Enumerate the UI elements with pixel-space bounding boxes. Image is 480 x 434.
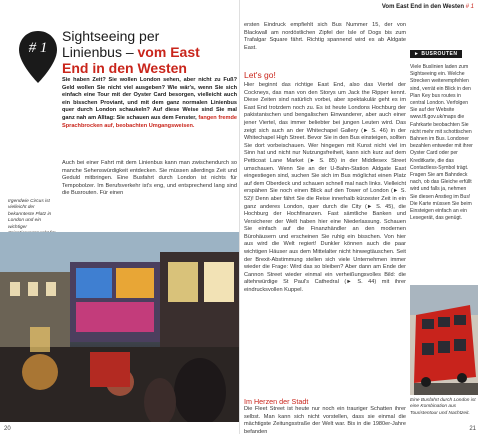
section-heading-city-center: Im Herzen der Stadt xyxy=(244,397,309,406)
running-head-title: Vom East End in den Westen xyxy=(381,4,464,10)
page-number-left: 20 xyxy=(4,426,11,432)
tip-text: Viele Buslinien laden zum Sightseeing ein. Welche Strecken weiterempfehlen sind, verrät ein Blick in den Plan Key bus routes in central London. Verfolgen Sie auf der Website www.tfl.gov.uk/maps die Fahrkarte beobachten Sie nicht mehr mit schottischen Bahnen im Bus. Londoner bezahlen entweder mit ihrer Oyster Card oder per Kreditkarte, die das Contactless-Symbol trägt. Fragen Sie am Bahndeck nach, ob das Gleiche erfüllt wird und falls ja, nehmen Sie diesen Anstieg im Bus! Die Karte müssen Sie beim Einsteigen einfach an ein Lesegerät, das genügt. xyxy=(410,64,473,222)
body-text-right-top: ersten Eindruck empfiehlt sich Bus Nummer 15, der von Blackwall am nordöstlichen Zipfel der Isle of Dogs bis zum Trafalgar Square fährt. Richtig spannend wird es ab Aldgate East. xyxy=(244,22,406,51)
running-head-number: # 1 xyxy=(465,4,474,10)
title-line-1: Sightseeing per xyxy=(62,28,160,44)
intro-route-text: fangen fremde Sprachbrocken auf, beobachten Umgangsweisen. xyxy=(62,114,237,129)
body-text-right-bottom: Die Fleet Street ist heute nur noch ein trauriger Schatten ihrer selbst. Man kann sich nicht vorstellen, dass sie einmal die mächtigste Zeitungsstraße der Welt war. Bis in die 1980er-Jahre befanden xyxy=(244,406,406,434)
bus-illustration xyxy=(410,285,478,395)
red-bus-photo xyxy=(410,285,478,395)
body-text-left: Auch bei einer Fahrt mit dem Linienbus kann man zwischendurch so manche Sehenswürdigkeit entdecken. Sie müssen allerdings Zeit und Geduld mitbringen. Eine Busfahrt durch London ist nichts für Tempobolzer. Im Berufsverkehr ist's eng, und entsprechend lang sind die Busrouten. Für einen xyxy=(62,160,237,197)
page-number-right: 21 xyxy=(469,426,476,432)
intro-paragraph xyxy=(62,77,237,130)
section-heading-lets-go: Let's go! xyxy=(244,70,276,80)
running-head xyxy=(382,4,474,10)
tip-box-bus-routes xyxy=(410,42,474,222)
title-line-2 xyxy=(62,44,237,60)
bus-photo-caption: Eine Busfahrt durch London ist eine Kombination aus Touristentour und Nachtzeit. xyxy=(410,398,476,416)
title-line-2-plain: Linienbus – xyxy=(62,44,138,60)
map-pin-icon xyxy=(18,30,58,84)
piccadilly-circus-photo xyxy=(0,232,240,422)
tip-tag: ► BUSROUTEN xyxy=(410,50,462,58)
right-page xyxy=(240,0,480,434)
intro-text: Sie haben Zeit? Sie wollen London sehen, aber nicht zu Fuß? Geld wollen Sie nicht viel ausgeben? Wie wär's, wenn Sie sich einfach eine Tour mit der Oyster Card besorgen, vielleicht auch ein bisschen Proviant, und mit dem ganz normalen Linienbus quer durch London schaukeln? Auf diese Weise sind Sie mal ganz nah am Alltag: Sie schauen aus dem Fenster, xyxy=(62,77,237,121)
photo-caption-left: Irgendwie Circus ist vielleicht der bekannteste Platz in London und ein wichtiger xyxy=(8,199,52,230)
chapter-title xyxy=(62,28,237,76)
title-line-2-highlight: vom East xyxy=(137,44,200,60)
photo-illustration xyxy=(0,232,240,422)
badge-number: # 1 xyxy=(28,40,48,56)
tour-number-badge xyxy=(18,30,58,84)
title-line-3: End in den Westen xyxy=(62,60,187,76)
body-text-right-main: Hier beginnt das richtige East End, also das Viertel der Cockneys, das man von den Storys um Jack the Ripper kennt. Diese Zeiten sind natürlich vorbei, aber spektakulär geht es im East End trotzdem noch zu. Es ist heute Londons Hochburg der pakistanischen und bengalischen Einwanderer, aber auch einer jener Viertel, das immer beliebter bei jungen Leuten wird. Das zeigt sich auch an der Whitechapel Gallery (► S. 46) in der Whitechapel High Street. Bevor Sie in den Bus einsteigen, sollten Sie dort vorbeischauen. Wer hingegen mit Kunst nicht viel im Sinn hat und nicht nur Nutzungsfreiheit, kann sich kurz auf dem Petticoat Lane Market (► S. 85) in der Middlesex Street umschauen. Wenn Sie an der U-Bahn-Station Aldgate East eingestiegen sind, suchen Sie sich im Bus möglichst einen Platz auf dem Oberdeck und schauen schnell mal nach links. Vielleicht erspähen Sie noch einen Blick auf den Tower of London (► S. 52)! Denn aber fährt Sie die Reise innerhalb kürzester Zeit in ein ganz anderes London, quer durch die City (► S. 45), die Hochburg der Hochfinanzen. Fast sämtliche Banken und Versicherer der Welt haben hier eine Niederlassung. Schauen Sie einfach auf die Finanzhändler an den modernen Bürohäusern und erscheinen Sie ruhig ein bisschen. Von hier aus wird die Welt regiert! Dunkler können auch die paar wichtigen Häuser aus dem Mittelalter nicht hinwegtäuschen. Seit der Brexit-Abstimmung stellen sich viele Unternehmen immer wieder die Frage: Wird das so bleiben? Aber dann am Ende der Cannon Street wieder einmal ein verheißungsvolles Bild: die altehrwürdige St Paul's Cathedral (► S. 44) mit ihrer eindrucksvollen Kuppel. xyxy=(244,82,407,294)
